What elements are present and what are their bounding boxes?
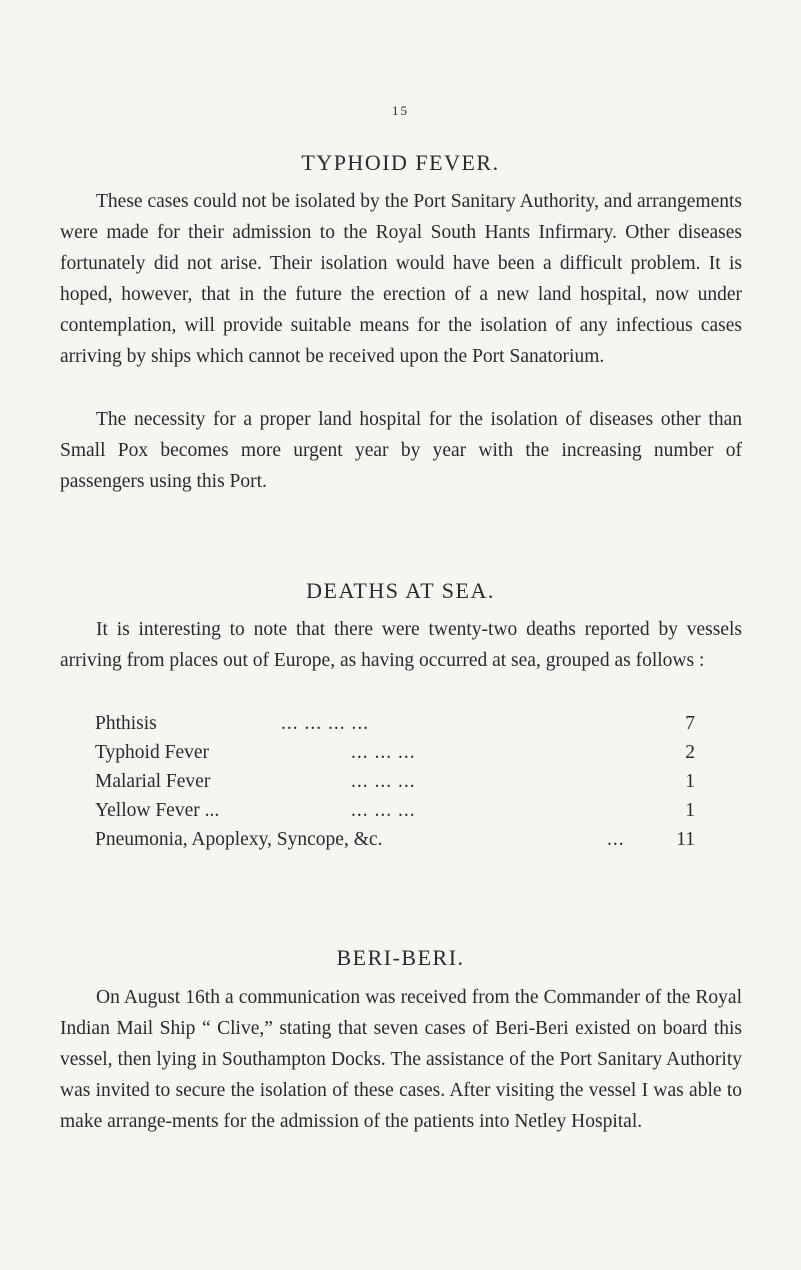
table-row <box>95 827 695 852</box>
cause-label: Malarial Fever <box>95 771 211 792</box>
table-row <box>95 740 695 765</box>
leader-dots: ... ... ... <box>351 800 416 821</box>
death-count: 11 <box>676 829 695 850</box>
leader-dots: ... <box>607 829 625 850</box>
death-count: 1 <box>685 771 695 792</box>
table-row <box>95 798 695 823</box>
deaths-heading: DEATHS AT SEA. <box>306 578 495 603</box>
cause-label: Pneumonia, Apoplexy, Syncope, &c. <box>95 829 383 850</box>
deaths-table <box>95 711 695 850</box>
beriberi-paragraph: On August 16th a communication was received from the Commander of the Royal Indian Mail Ship “ Clive,” stating that seven cases of Beri-Beri existed on board this vessel, then lying in Southampton Docks. The assistance of the Port Sanitary Authority was invited to secure the isolation of these cases. After visiting the vessel I was able to make arrange-ments for the admission of the patients into Netley Hospital. <box>60 987 742 1132</box>
cause-label: Phthisis <box>95 713 157 734</box>
beriberi-heading: BERI-BERI. <box>336 945 465 970</box>
deaths-intro: It is interesting to note that there were twenty-two deaths reported by vessels arriving from places out of Europe, as having occurred at sea, grouped as follows : <box>60 619 742 671</box>
cause-label: Typhoid Fever <box>95 742 209 763</box>
cause-label: Yellow Fever ... <box>95 800 220 821</box>
leader-dots: ... ... ... <box>351 742 416 763</box>
leader-dots: ... ... ... ... <box>281 713 370 734</box>
table-row <box>95 711 695 736</box>
typhoid-paragraph-1: These cases could not be isolated by the Port Sanitary Authority, and arrangements were made for their admission to the Royal South Hants Infirmary. Other diseases fortunately did not arise. Their isolation would have been a difficult problem. It is hoped, however, that in the future the erection of a new land hospital, now under contemplation, will provide suitable means for the isolation of any infectious cases arriving by ships which cannot be received upon the Port Sanatorium. <box>60 191 742 367</box>
typhoid-heading: TYPHOID FEVER. <box>301 150 500 175</box>
page-number: 15 <box>392 103 409 118</box>
leader-dots: ... ... ... <box>351 771 416 792</box>
death-count: 7 <box>685 713 695 734</box>
table-row <box>95 769 695 794</box>
death-count: 1 <box>685 800 695 821</box>
typhoid-paragraph-2: The necessity for a proper land hospital for the isolation of diseases other than Small Pox becomes more urgent year by year with the increasing number of passengers using this Port. <box>60 409 742 492</box>
death-count: 2 <box>685 742 695 763</box>
